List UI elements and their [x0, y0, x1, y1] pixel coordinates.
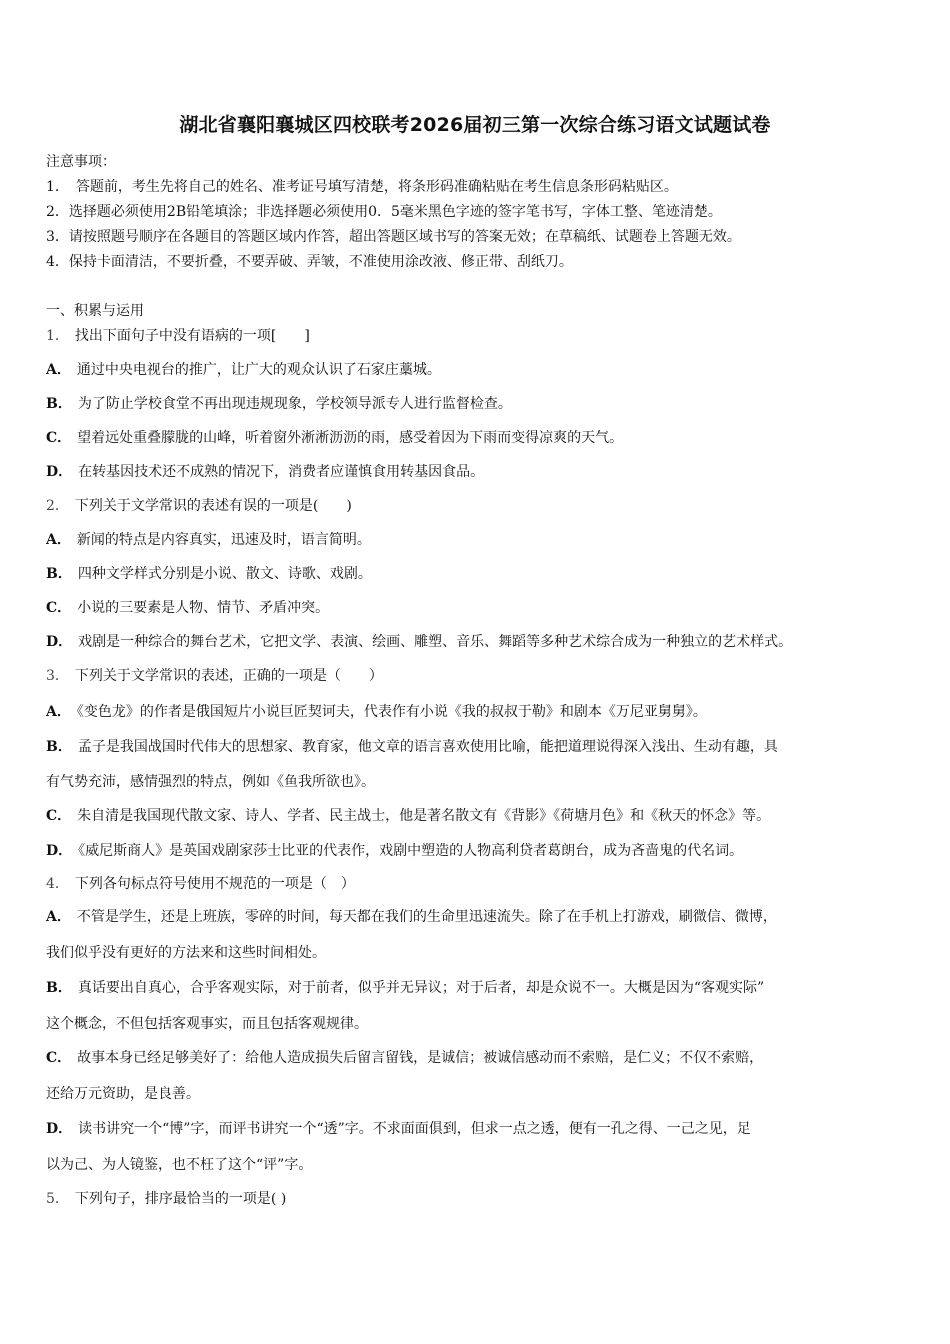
- notice-heading: 注意事项：: [46, 154, 116, 170]
- question-stem: [46, 1189, 910, 1209]
- question-text: 下列各句标点符号使用不规范的一项是（ ）: [74, 876, 355, 892]
- option: [46, 564, 910, 584]
- option: [46, 841, 910, 861]
- option-text: 故事本身已经足够美好了：给他人造成损失后留言留钱，是诚信；被诚信感动而不索赔，是仁义；不仅不索赔，: [77, 1050, 764, 1066]
- option: [46, 907, 910, 927]
- option-text: 真话要出自真心，合乎客观实际，对于前者，似乎并无异议；对于后者，却是众说不一。大概是因为“客观实际”: [77, 980, 765, 996]
- option-key: D．: [46, 634, 73, 650]
- option-key: A．: [46, 362, 71, 378]
- question-stem: [46, 326, 910, 346]
- question-number: 3．: [46, 668, 69, 684]
- option-key: A．: [46, 909, 71, 925]
- option: [46, 360, 910, 380]
- option-continuation: 我们似乎没有更好的方法来和这些时间相处。: [46, 945, 326, 961]
- option-key: B．: [46, 396, 72, 412]
- option-text: 通过中央电视台的推广，让广大的观众认识了石家庄藁城。: [76, 362, 441, 378]
- option: [46, 1048, 910, 1068]
- option: [46, 632, 910, 652]
- option-key: B．: [46, 739, 72, 755]
- option-key: A．: [46, 704, 71, 720]
- option: [46, 1119, 910, 1139]
- notice-item: 2．选择题必须使用2B铅笔填涂；非选择题必须使用0．5毫米黑色字迹的签字笔书写，字体工整、笔迹清楚。: [46, 204, 722, 220]
- option-key: B．: [46, 980, 72, 996]
- option: [46, 428, 910, 448]
- question-text: 下列关于文学常识的表述，正确的一项是（ ）: [74, 668, 383, 684]
- option-text: 孟子是我国战国时代伟大的思想家、教育家，他文章的语言喜欢使用比喻，能把道理说得深入浅出、生动有趣，具: [77, 739, 778, 755]
- option-text: 望着远处重叠朦胧的山峰，听着窗外淅淅沥沥的雨，感受着因为下雨而变得凉爽的天气。: [77, 430, 624, 446]
- notice-item: 1． 答题前，考生先将自己的姓名、准考证号填写清楚，将条形码准确粘贴在考生信息条形码粘贴区。: [46, 179, 678, 195]
- notice-item: 4．保持卡面清洁，不要折叠，不要弄破、弄皱，不准使用涂改液、修正带、刮纸刀。: [46, 254, 573, 270]
- question-number: 4．: [46, 876, 69, 892]
- option-continuation: 有气势充沛，感情强烈的特点，例如《鱼我所欲也》。: [46, 774, 375, 790]
- option-key: B．: [46, 566, 72, 582]
- option: [46, 737, 910, 757]
- option-text: 四种文学样式分别是小说、散文、诗歌、戏剧。: [77, 566, 372, 582]
- option-text: 新闻的特点是内容真实，迅速及时，语言简明。: [76, 532, 371, 548]
- option-continuation: 以为己、为人镜鉴，也不枉了这个“评”字。: [46, 1157, 313, 1173]
- question-number: 5．: [46, 1191, 69, 1207]
- option-key: C．: [46, 1050, 72, 1066]
- option: [46, 702, 910, 722]
- option-key: D．: [46, 843, 73, 859]
- option-text: 读书讲究一个“博”字，而评书讲究一个“透”字。不求面面俱到，但求一点之透，便有一孔之得、一己之见，足: [78, 1121, 751, 1137]
- option-key: D．: [46, 464, 73, 480]
- section-heading: 一、积累与运用: [46, 303, 144, 319]
- option: [46, 462, 910, 482]
- option-key: D．: [46, 1121, 73, 1137]
- option-text: 在转基因技术还不成熟的情况下，消费者应谨慎食用转基因食品。: [78, 464, 485, 480]
- question-number: 1．: [46, 328, 69, 344]
- option-text: 小说的三要素是人物、情节、矛盾冲突。: [77, 600, 330, 616]
- option: [46, 978, 910, 998]
- option-continuation: 这个概念，不但包括客观事实，而且包括客观规律。: [46, 1016, 368, 1032]
- option-text: 《变色龙》的作者是俄国短片小说巨匠契诃夫，代表作有小说《我的叔叔于勒》和剧本《万尼亚舅舅》。: [76, 704, 707, 720]
- option-key: C．: [46, 808, 72, 824]
- question-text: 找出下面句子中没有语病的一项[ ]: [74, 328, 310, 344]
- option-text: 戏剧是一种综合的舞台艺术，它把文学、表演、绘画、雕塑、音乐、舞蹈等多种艺术综合成为一种独立的艺术样式。: [78, 634, 793, 650]
- question-stem: [46, 874, 910, 894]
- option: [46, 394, 910, 414]
- option: [46, 806, 910, 826]
- option: [46, 530, 910, 550]
- option-text: 《威尼斯商人》是英国戏剧家莎士比亚的代表作，戏剧中塑造的人物高利贷者葛朗台，成为吝啬鬼的代名词。: [78, 843, 744, 859]
- option-continuation: 还给万元资助，是良善。: [46, 1086, 200, 1102]
- option-key: C．: [46, 600, 72, 616]
- question-number: 2．: [46, 498, 69, 514]
- option-text: 朱自清是我国现代散文家、诗人、学者、民主战士，他是著名散文有《背影》《荷塘月色》和《秋天的怀念》等。: [77, 808, 771, 824]
- option-key: C．: [46, 430, 72, 446]
- option-text: 不管是学生，还是上班族，零碎的时间，每天都在我们的生命里迅速流失。除了在手机上打游戏，刷微信、微博，: [76, 909, 777, 925]
- question-text: 下列句子，排序最恰当的一项是( ): [74, 1191, 287, 1207]
- notice-item: 3．请按照题号顺序在各题目的答题区域内作答，超出答题区域书写的答案无效；在草稿纸、试题卷上答题无效。: [46, 229, 741, 245]
- question-stem: [46, 666, 910, 686]
- option: [46, 598, 910, 618]
- question-text: 下列关于文学常识的表述有误的一项是( ): [74, 498, 352, 514]
- option-key: A．: [46, 532, 71, 548]
- page-title: 湖北省襄阳襄城区四校联考2026届初三第一次综合练习语文试题试卷: [179, 114, 771, 136]
- option-text: 为了防止学校食堂不再出现违规现象，学校领导派专人进行监督检查。: [77, 396, 512, 412]
- question-stem: [46, 496, 910, 516]
